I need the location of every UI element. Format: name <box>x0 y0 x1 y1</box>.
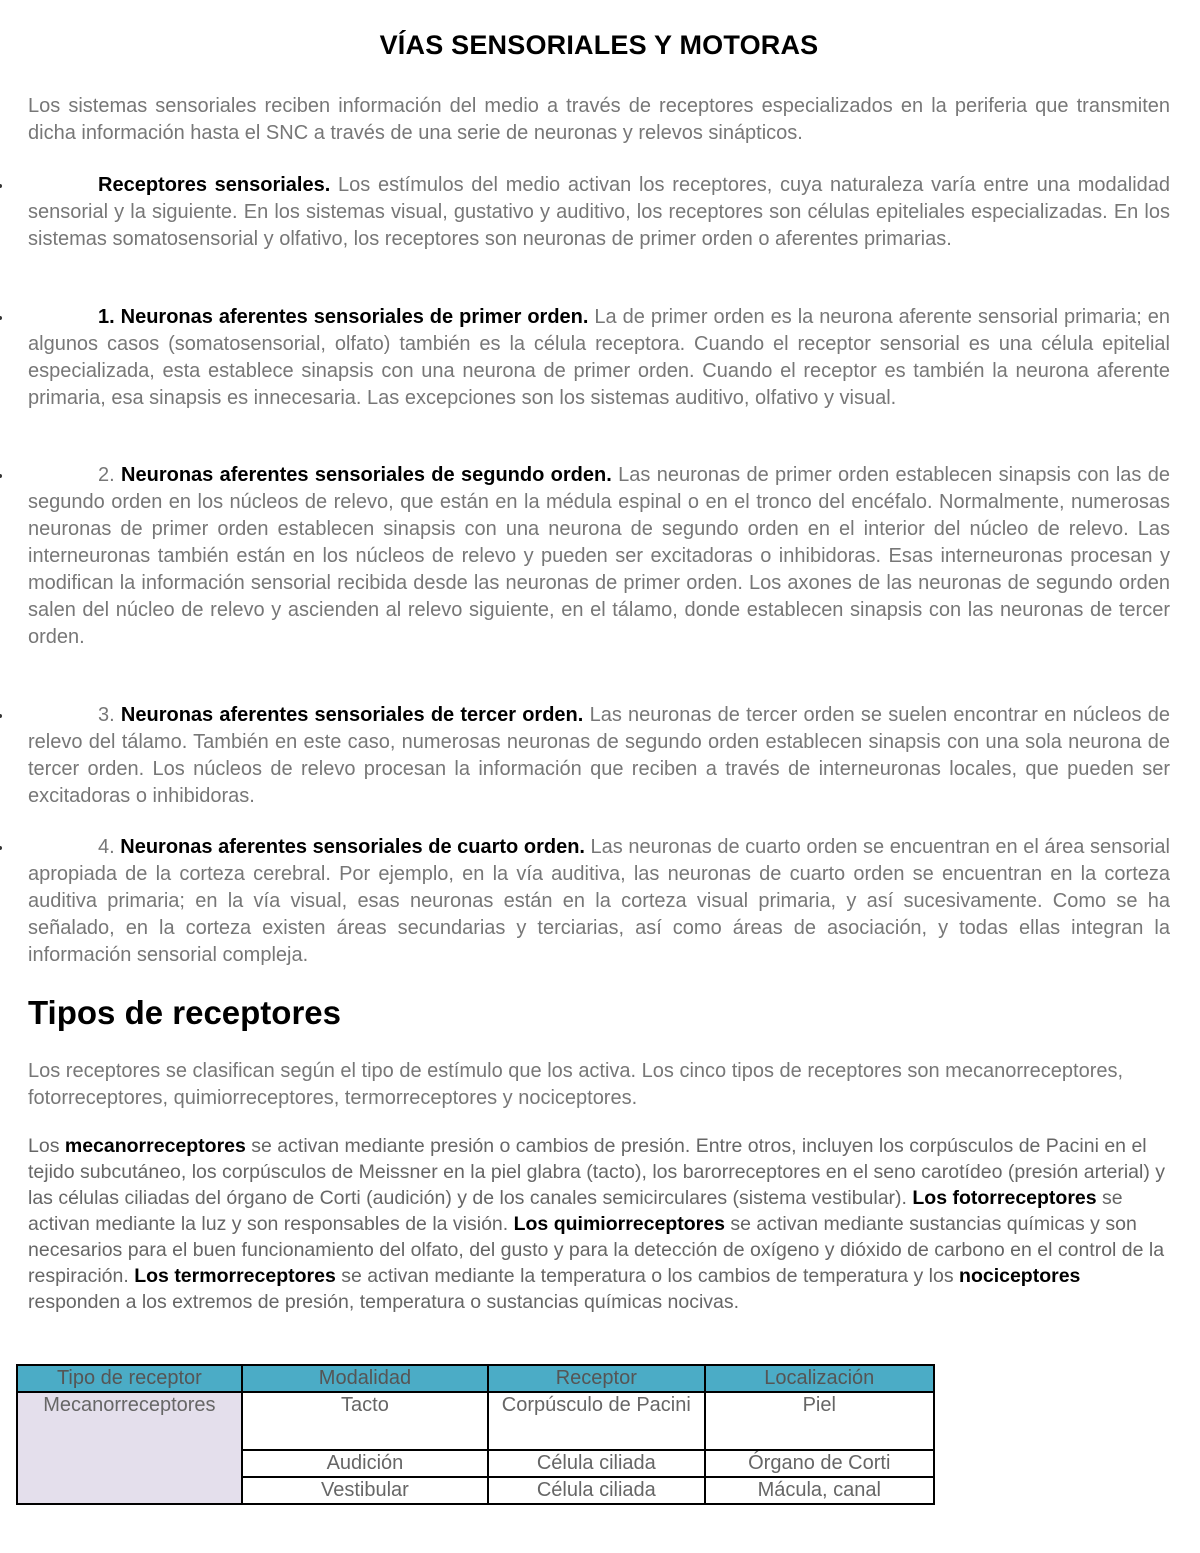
bullet-text: La de primer orden es la neurona aferente sensorial primaria; en algunos casos (somatosensorial, olfato) también es la célula receptora. Cuando el receptor sensorial es una célula epitelial especializada, esta establece sinapsis con una neurona de primer orden. Cuando el receptor es también la neurona aferente primaria, esa sinapsis es innecesaria. Las excepciones son los sistemas auditivo, olfativo y visual. <box>28 306 1170 409</box>
table-group-cell: Mecanorreceptores <box>17 1392 242 1504</box>
text-run: se activan mediante la temperatura o los cambios de temperatura y los <box>335 1265 960 1287</box>
bullet-heading: 1. Neuronas aferentes sensoriales de primer orden. <box>98 306 589 328</box>
table-header-cell: Tipo de receptor <box>17 1365 242 1392</box>
text-run: responden a los extremos de presión, temperatura o sustancias químicas nocivas. <box>28 1291 740 1313</box>
bullet-icon <box>0 846 2 850</box>
bullet-primer-orden <box>28 304 1170 412</box>
table-cell: Célula ciliada <box>488 1450 704 1477</box>
table-cell: Órgano de Corti <box>705 1450 934 1477</box>
bullet-heading: Receptores sensoriales. <box>98 174 331 196</box>
receptor-table <box>16 1364 935 1505</box>
bullet-icon <box>0 316 2 320</box>
table-cell: Tacto <box>242 1392 488 1450</box>
table-row <box>17 1392 934 1450</box>
term-bold: quimiorreceptores <box>553 1213 725 1235</box>
table-cell: Corpúsculo de Pacini <box>488 1392 704 1450</box>
table-header-row <box>17 1365 934 1392</box>
table-header-cell: Localización <box>705 1365 934 1392</box>
term-bold: mecanorreceptores <box>64 1135 246 1157</box>
bullet-number: 4. <box>98 836 121 858</box>
table-cell: Célula ciliada <box>488 1477 704 1504</box>
term-bold: fotorreceptores <box>952 1187 1097 1209</box>
text-run: se activan mediante presión o cambios de presión. Entre otros, incluyen los corpúsculos de Pacini en el tejido subcutáneo, los corpúsculos de Meissner en la piel glabra (tacto), los barorreceptores en el seno carotídeo (presión arterial) y las células ciliadas del órgano de Corti (audición) y de los canales semicirculares (sistema vestibular). <box>28 1135 1166 1209</box>
bullet-cuarto-orden <box>28 834 1170 969</box>
table-cell: Vestibular <box>242 1477 488 1504</box>
term-bold: nociceptores <box>959 1265 1081 1287</box>
bullet-icon <box>0 714 2 718</box>
table-cell: Audición <box>242 1450 488 1477</box>
term-bold: termorreceptores <box>174 1265 336 1287</box>
text-run: se activan mediante sustancias químicas y son necesarios para el buen funcionamiento del olfato, del gusto y para la detección de oxígeno y dióxido de carbono en el control de la respiración. <box>28 1213 1165 1287</box>
receptor-types-paragraph <box>28 1133 1170 1315</box>
table-cell: Piel <box>705 1392 934 1450</box>
bullet-segundo-orden <box>28 462 1170 651</box>
text-run: Los <box>28 1135 65 1157</box>
bullet-icon <box>0 474 2 478</box>
bullet-tercer-orden <box>28 702 1170 810</box>
bullet-heading: Neuronas aferentes sensoriales de segundo orden. <box>121 464 612 486</box>
table-header-cell: Receptor <box>488 1365 704 1392</box>
table-cell: Mácula, canal <box>705 1477 934 1504</box>
bullet-text: Las neuronas de primer orden establecen sinapsis con las de segundo orden en los núcleos de relevo, que están en la médula espinal o en el tronco del encéfalo. Normalmente, numerosas neuronas de primer orden establecen sinapsis con una neurona de segundo orden en el interior del núcleo de relevo. Las interneuronas también están en los núcleos de relevo y pueden ser excitadoras o inhibidoras. Esas interneuronas procesan y modifican la información sensorial recibida desde las neuronas de primer orden. Los axones de las neuronas de segundo orden salen del núcleo de relevo y ascienden al relevo siguiente, en el tálamo, donde establecen sinapsis con las neuronas de tercer orden. <box>28 464 1170 648</box>
bullet-text: Los estímulos del medio activan los receptores, cuya naturaleza varía entre una modalidad sensorial y la siguiente. En los sistemas visual, gustativo y auditivo, los receptores son células epiteliales especializadas. En los sistemas somatosensorial y olfativo, los receptores son neuronas de primer orden o aferentes primarias. <box>28 174 1171 250</box>
table-header-cell: Modalidad <box>242 1365 488 1392</box>
section-heading: Tipos de receptores <box>28 994 342 1031</box>
intro-paragraph: Los sistemas sensoriales reciben información del medio a través de receptores especializados en la periferia que transmiten dicha información hasta el SNC a través de una serie de neuronas y relevos sinápticos. <box>28 95 1170 144</box>
text-run-bold: Los <box>513 1213 554 1235</box>
section-intro: Los receptores se clasifican según el tipo de estímulo que los activa. Los cinco tipos de receptores son mecanorreceptores, fotorreceptores, quimiorreceptores, termorreceptores y nociceptores. <box>28 1060 1124 1109</box>
page-title: VÍAS SENSORIALES Y MOTORAS <box>379 30 819 60</box>
bullet-text: Las neuronas de tercer orden se suelen encontrar en núcleos de relevo del tálamo. También en este caso, numerosas neuronas de segundo orden establecen sinapsis con una sola neurona de tercer orden. Los núcleos de relevo procesan la información que reciben a través de interneuronas locales, que pueden ser excitadoras o inhibidoras. <box>28 704 1170 807</box>
bullet-text: Las neuronas de cuarto orden se encuentran en el área sensorial apropiada de la corteza cerebral. Por ejemplo, en la vía auditiva, las neuronas de cuarto orden se encuentran en la corteza auditiva primaria; en la vía visual, esas neuronas están en la corteza visual primaria, y así sucesivamente. Como se ha señalado, en la corteza existen áreas secundarias y terciarias, así como áreas de asociación, y todas ellas integran la información sensorial compleja. <box>28 836 1170 966</box>
bullet-number: 3. <box>98 704 121 726</box>
bullet-number: 2. <box>98 464 122 486</box>
text-run-bold: Los <box>134 1265 175 1287</box>
bullet-heading: Neuronas aferentes sensoriales de cuarto orden. <box>120 836 585 858</box>
bullet-icon <box>0 184 2 188</box>
bullet-heading: Neuronas aferentes sensoriales de tercer orden. <box>120 704 584 726</box>
text-run-bold: Los <box>912 1187 953 1209</box>
bullet-receptores <box>28 172 1170 253</box>
text-run: se activan mediante la luz y son responsables de la visión. <box>28 1187 1123 1235</box>
